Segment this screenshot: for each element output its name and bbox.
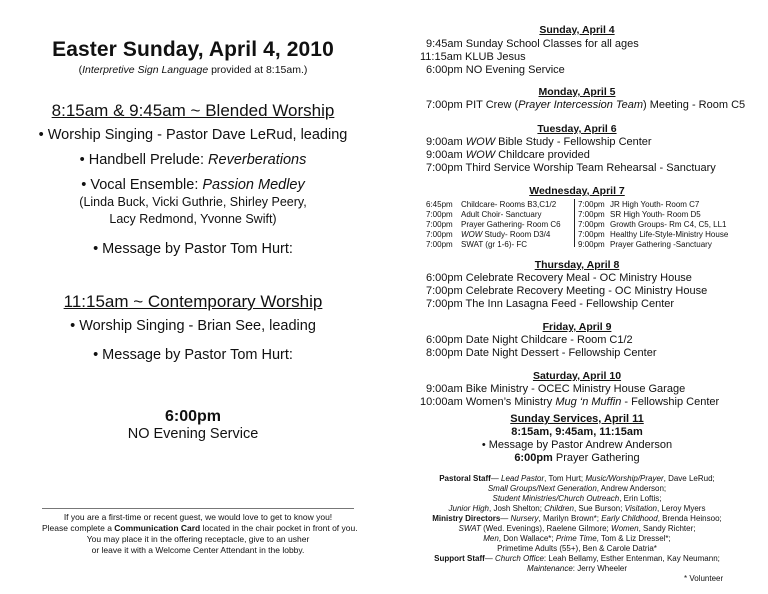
subtitle-rest: provided at 8:15am.) [208, 64, 308, 76]
vocal-title: Passion Medley [202, 177, 305, 193]
wed-right-5-text: Prayer Gathering -Sanctuary [610, 240, 712, 249]
wed-left-4-time: 7:00pm [426, 230, 453, 239]
staff-line-5 [386, 514, 768, 523]
staff-line-2 [386, 484, 768, 493]
wed-right-3 [578, 220, 726, 229]
subtitle-italic: Interpretive Sign Language [82, 64, 209, 76]
staff-l5-role1: Nursery [510, 514, 539, 523]
support-staff-label: Support Staff [434, 554, 485, 563]
evening-time: 6:00pm [164, 408, 222, 425]
wed-left-5-time: 7:00pm [426, 240, 453, 249]
guest-line-1: If you are a first-time or recent guest, we would love to get to know you! [63, 512, 333, 522]
staff-line-6 [386, 524, 768, 533]
wed-left-3-text: Prayer Gathering- Room C6 [461, 220, 561, 229]
staff-l4-role1: Junior High [448, 504, 489, 513]
sign-language-note [0, 64, 386, 76]
day-wednesday-apr7: Wednesday, April 7 [529, 185, 625, 197]
staff-l6-role2: Women [611, 524, 639, 533]
wed-left-2 [426, 210, 541, 219]
day-saturday-apr10: Saturday, April 10 [532, 370, 622, 382]
staff-l1-role1: Lead Pastor [501, 474, 545, 483]
handbell-title: Reverberations [208, 152, 307, 168]
sunday-event-3: 6:00pm NO Evening Service [426, 64, 565, 76]
staff-l5-role2: Early Childhood [601, 514, 658, 523]
staff-l1-role2: Music/Worship/Prayer [585, 474, 664, 483]
prayer-text: Prayer Gathering [552, 452, 640, 464]
staff-l7-name2: , Tom & Liz Dressel*; [596, 534, 671, 543]
saturday-event-1: 9:00am Bike Ministry - OCEC Ministry House Garage [426, 383, 686, 395]
contemporary-worship-heading: 11:15am ~ Contemporary Worship [63, 292, 323, 311]
wed-right-2-time: 7:00pm [578, 210, 605, 219]
sunday-services-message: • Message by Pastor Andrew Anderson [481, 439, 673, 451]
day-sunday-apr4: Sunday, April 4 [539, 24, 615, 36]
contemporary-worship-singing: • Worship Singing - Brian See, leading [70, 318, 316, 334]
wed-left-3-time: 7:00pm [426, 220, 453, 229]
staff-l1-dash: — [490, 474, 502, 483]
day-monday-apr5: Monday, April 5 [538, 86, 616, 98]
tuesday-ev1-italic: WOW [465, 136, 496, 148]
wed-left-4 [426, 230, 550, 239]
staff-l6-name1: (Wed. Evenings), Raelene Gilmore; [480, 524, 612, 533]
thursday-event-2: 7:00pm Celebrate Recovery Meeting - OC Ministry House [426, 285, 708, 297]
blended-message: • Message by Pastor Tom Hurt: [93, 241, 293, 257]
saturday-ev2-italic: Mug ‘n Muffin [555, 396, 622, 408]
wed-left-2-time: 7:00pm [426, 210, 453, 219]
vocal-label: • Vocal Ensemble: [81, 177, 203, 193]
vocal-ensemble [0, 177, 386, 193]
staff-l10-name: : Jerry Wheeler [572, 564, 628, 573]
wed-left-5-text: SWAT (gr 1-6)- FC [461, 240, 528, 249]
staff-l2-name: , Andrew Anderson; [596, 484, 667, 493]
staff-l7-role2: Prime Time [555, 534, 597, 543]
sunday-services-times: 8:15am, 9:45am, 11:15am [511, 426, 643, 438]
wed-right-4-text: Healthy Life-Style-Ministry House [610, 230, 729, 239]
wed-left-1 [426, 200, 556, 209]
tuesday-ev2-time: 9:00am [426, 149, 466, 161]
wed-right-1 [578, 200, 699, 209]
wed-right-4 [578, 230, 728, 239]
staff-line-3 [386, 494, 768, 503]
staff-l4-name3: , Leroy Myers [656, 504, 706, 513]
staff-l9-dash: — [484, 554, 496, 563]
vocal-names-2: Lacy Redmond, Yvonne Swift) [109, 212, 277, 226]
pastoral-staff-label: Pastoral Staff [439, 474, 491, 483]
staff-l6-name2: , Sandy Richter; [638, 524, 696, 533]
tuesday-event-2 [426, 149, 590, 161]
tuesday-ev1-time: 9:00am [426, 136, 466, 148]
tuesday-ev2-rest: Childcare provided [495, 149, 590, 161]
staff-l6-role1: SWAT [458, 524, 481, 533]
friday-event-2: 8:00pm Date Night Dessert - Fellowship Center [426, 347, 657, 359]
day-tuesday-apr6: Tuesday, April 6 [537, 123, 617, 135]
wed-left-1-time: 6:45pm [426, 200, 453, 209]
tuesday-ev1-rest: Bible Study - Fellowship Center [495, 136, 652, 148]
wed-right-2-text: SR High Youth- Room D5 [610, 210, 701, 219]
handbell-prelude [0, 152, 386, 168]
guest-line-4: or leave it with a Welcome Center Attendant in the lobby. [91, 545, 305, 555]
saturday-ev2-post: - Fellowship Center [621, 396, 720, 408]
blended-worship-singing: • Worship Singing - Pastor Dave LeRud, leading [38, 127, 348, 143]
sunday-event-2: 11:15am KLUB Jesus [420, 51, 526, 63]
sunday-services-prayer [386, 452, 768, 464]
wednesday-divider [574, 199, 575, 247]
guest-line-2 [42, 523, 358, 533]
staff-line-9 [386, 554, 768, 563]
saturday-ev2-pre: 10:00am Women’s Ministry [420, 396, 556, 408]
monday-ev-pre: 7:00pm PIT Crew ( [426, 99, 519, 111]
volunteer-note: * Volunteer [684, 574, 724, 583]
monday-ev-italic: Prayer Intercession Team [518, 99, 644, 111]
wed-left-1-text: Childcare- Rooms B3,C1/2 [461, 200, 557, 209]
staff-l10-role: Maintenance [526, 564, 573, 573]
staff-line-7 [386, 534, 768, 543]
guest-welcome-box [42, 508, 358, 578]
prayer-time: 6:00pm [514, 452, 553, 464]
sunday-event-1: 9:45am Sunday School Classes for all ages [426, 38, 639, 50]
sunday-services-heading: Sunday Services, April 11 [510, 413, 644, 425]
staff-l1-name2: , Dave LeRud; [663, 474, 715, 483]
wed-left-5 [426, 240, 527, 249]
staff-l7-name1: , Don Wallace*; [498, 534, 556, 543]
wed-left-3 [426, 220, 561, 229]
day-thursday-apr8: Thursday, April 8 [534, 259, 620, 271]
staff-line-4 [386, 504, 768, 513]
friday-event-1: 6:00pm Date Night Childcare - Room C1/2 [426, 334, 633, 346]
wed-left-4-italic: WOW [461, 230, 483, 239]
ministry-directors-label: Ministry Directors [432, 514, 501, 523]
vocal-names-1: (Linda Buck, Vicki Guthrie, Shirley Peery, [79, 195, 307, 209]
wed-right-4-time: 7:00pm [578, 230, 605, 239]
handbell-label: • Handbell Prelude: [79, 152, 209, 168]
wed-right-3-time: 7:00pm [578, 220, 605, 229]
wed-left-2-text: Adult Choir- Sanctuary [461, 210, 542, 219]
evening-text: NO Evening Service [127, 426, 259, 442]
guest-line-2-post: located in the chair pocket in front of you. [200, 523, 358, 533]
tuesday-event-3: 7:00pm Third Service Worship Team Rehearsal - Sanctuary [426, 162, 716, 174]
wed-right-1-text: JR High Youth- Room C7 [610, 200, 700, 209]
wed-left-4-text: Study- Room D3/4 [482, 230, 551, 239]
subtitle-open: ( [78, 64, 83, 76]
staff-l2-role: Small Groups/Next Generation [487, 484, 597, 493]
thursday-event-1: 6:00pm Celebrate Recovery Meal - OC Ministry House [426, 272, 692, 284]
guest-line-2-pre: Please complete a [42, 523, 115, 533]
wed-right-5-time: 9:00pm [578, 240, 605, 249]
wed-right-1-time: 7:00pm [578, 200, 605, 209]
staff-l5-dash: — [500, 514, 511, 523]
saturday-event-2 [420, 396, 719, 408]
staff-l5-name1: , Marilyn Brown*; [538, 514, 602, 523]
staff-l3-name: , Erin Loftis; [619, 494, 662, 503]
staff-l1-name1: , Tom Hurt; [544, 474, 586, 483]
wed-right-5 [578, 240, 712, 249]
page-title: Easter Sunday, April 4, 2010 [52, 38, 334, 61]
thursday-event-3: 7:00pm The Inn Lasagna Feed - Fellowship Center [426, 298, 675, 310]
monday-ev-post: ) Meeting - Room C5 [643, 99, 746, 111]
staff-line-8: Primetime Adults (55+), Ben & Carole Datria* [497, 544, 657, 553]
staff-l9-role: Church Office [495, 554, 544, 563]
day-friday-apr9: Friday, April 9 [542, 321, 612, 333]
staff-l3-role: Student Ministries/Church Outreach [492, 494, 620, 503]
staff-line-1 [386, 474, 768, 483]
staff-l4-role3: Visitation [624, 504, 657, 513]
monday-event-1 [426, 99, 745, 111]
tuesday-event-1 [426, 136, 652, 148]
blended-worship-heading: 8:15am & 9:45am ~ Blended Worship [51, 101, 335, 120]
staff-l9-names: : Leah Bellamy, Esther Entenman, Kay Neumann; [543, 554, 720, 563]
staff-l4-name2: , Sue Burson; [573, 504, 625, 513]
wed-right-2 [578, 210, 701, 219]
staff-line-10 [386, 564, 768, 573]
contemporary-message: • Message by Pastor Tom Hurt: [93, 347, 293, 363]
communication-card: Communication Card [114, 523, 201, 533]
tuesday-ev2-italic: WOW [465, 149, 496, 161]
staff-l7-role1: Men [483, 534, 499, 543]
staff-l4-role2: Children [544, 504, 574, 513]
guest-line-3: You may place it in the offering receptacle, give to an usher [86, 534, 310, 544]
wed-right-3-text: Growth Groups- Rm C4, C5, LL1 [610, 220, 727, 229]
staff-l5-name2: , Brenda Heinsoo; [657, 514, 722, 523]
staff-l4-name1: , Josh Shelton; [489, 504, 545, 513]
